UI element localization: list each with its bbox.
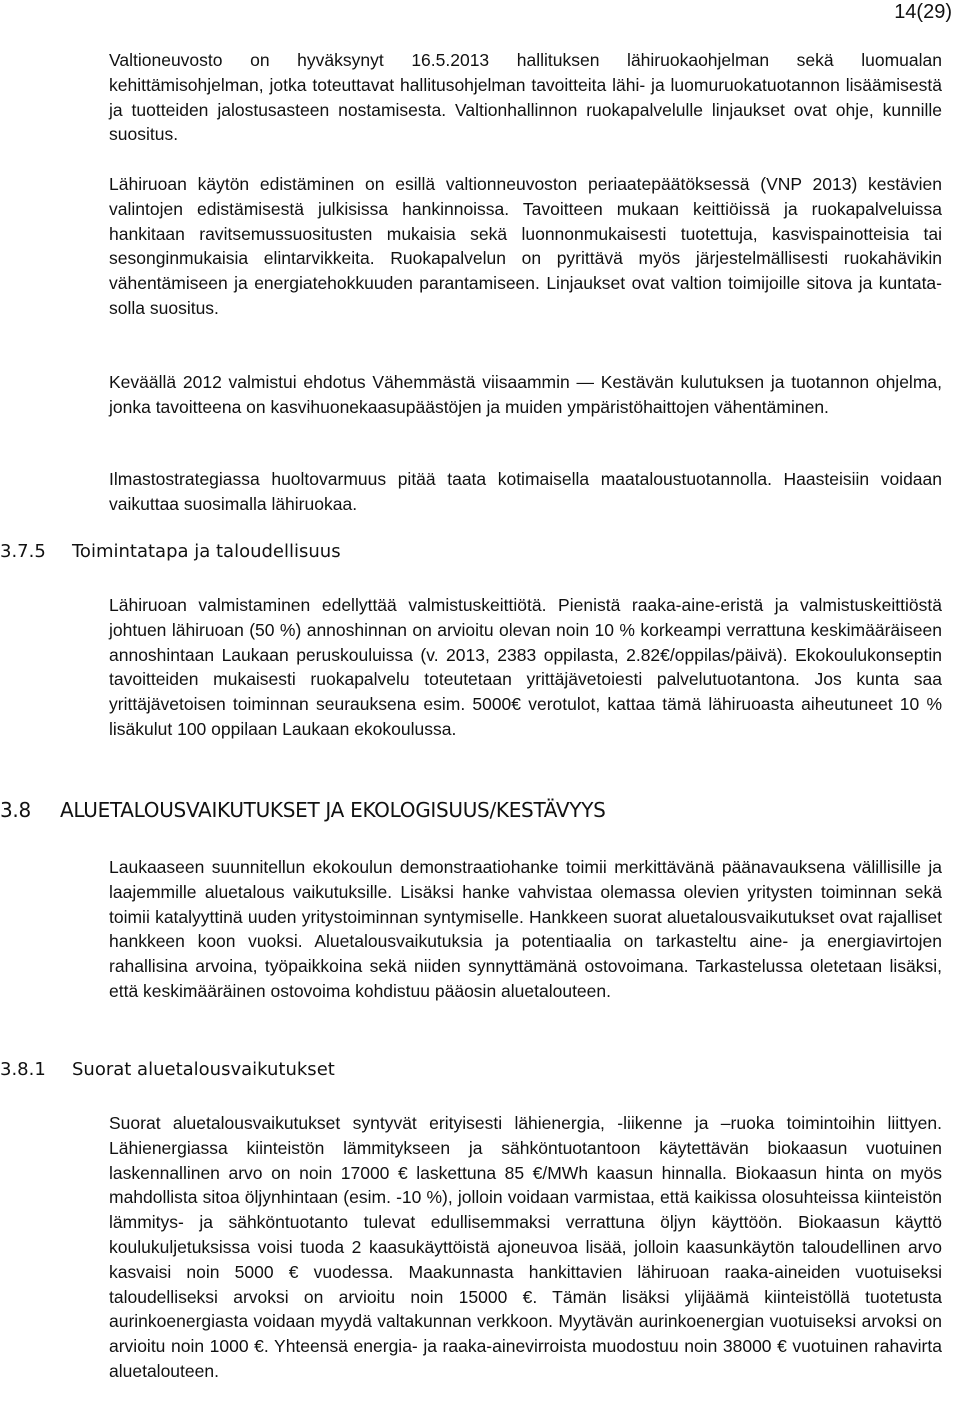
section-heading-3-7-5 bbox=[0, 540, 341, 564]
paragraph-ilmastostrategia: Ilmastostrategiassa huoltovarmuus pitää taata kotimaisella maataloustuotannolla. Haasteisiin voidaan vaikuttaa suosimalla lähiruokaa. bbox=[109, 469, 942, 514]
section-heading-3-8 bbox=[0, 796, 606, 824]
page-number: 14(29) bbox=[894, 1, 952, 23]
paragraph-toimintatapa: Lähiruoan valmistaminen edellyttää valmistuskeittiötä. Pienistä raaka-aine-eristä ja valmistuskeittiöstä johtuen lähiruoan (50 %) annoshinnan on arvioitu olevan noin 10 % korkeampi verrattuna keskimääräiseen annoshintaan Laukaan peruskouluissa (v. 2013, 2383 oppilasta, 2.82€/oppilas/päivä). Ekokoulukonseptin tavoitteiden mukaisesti ruokapalvelu toteutetaan yrittäjävetoiesti palvelutuotantona. Jos kunta saa yrittäjävetoisen toiminnan seurauksena esim. 5000€ verotulot, kattaa tämä lähiruoasta aiheutuneet 10 % lisäkulut 100 oppilaan Laukaan ekokoulussa. bbox=[109, 595, 942, 739]
section-heading-3-8-1 bbox=[0, 1058, 335, 1082]
paragraph-vnp-2013: Lähiruoan käytön edistäminen on esillä valtionneuvoston periaatepäätöksessä (VNP 2013) kestävien valintojen edistämisestä julkisissa hankinnoissa. Tavoitteen mukaan keittiöissä ja ruokapalveluissa hankitaan ravitsemussuositusten mukaisia sekä luonnonmukaisesti tuotettuja, kasvispainotteisia tai sesonginmukaisia elintarvikkeita. Ruokapalvelun on pyrittävä myös järjestelmällisesti ruokahävikin vähentämiseen ja energiatehokkuuden parantamiseen. Linjaukset ovat valtion toimijoille sitova ja kuntatasolla suositus. bbox=[109, 174, 942, 318]
section-number: 3.7.5 bbox=[0, 541, 46, 562]
section-number: 3.8.1 bbox=[0, 1059, 46, 1080]
section-title: Suorat aluetalousvaikutukset bbox=[72, 1059, 335, 1080]
section-number: 3.8 bbox=[0, 798, 31, 822]
paragraph-aluetalous: Laukaaseen suunnitellun ekokoulun demonstraatiohanke toimii merkittävänä päänavauksena välillisille ja laajemmille aluetalous vaikutuksille. Lisäksi hanke vahvistaa olemassa olevien yritysten toiminnan sekä toimii katalyyttinä uuden yritystoiminnan syntymiselle. Hankkeen suorat aluetalousvaikutukset ovat rajalliset hankkeen koon vuoksi. Aluetalousvaikutuksia ja potentiaalia on tarkasteltu aine- ja energiavirtojen rahallisina arvoina, työpaikkoina sekä niiden synnyttämänä ostovoimana. Tarkastelussa oletetaan lisäksi, että keskimääräinen ostovoima kohdistuu pääosin aluetalouteen. bbox=[109, 857, 942, 1001]
paragraph-vahemmasta-viisaammin: Keväällä 2012 valmistui ehdotus Vähemmästä viisaammin — Kestävän kulutuksen ja tuotannon ohjelma, jonka tavoitteena on kasvihuonekaasupäästöjen ja muiden ympäristöhaittojen vähentäminen. bbox=[109, 372, 942, 417]
paragraph-lahiruokaohjelma: Valtioneuvosto on hyväksynyt 16.5.2013 hallituksen lähiruokaohjelman sekä luomualan kehittämisohjelman, jotka toteuttavat hallitusohjelman tavoitteita lähi- ja luomuruokatuotannon lisäämisestä ja tuotteiden jalostusasteen nostamisesta. Valtionhallinnon ruokapalvelulle linjaukset ovat ohje, kunnille suositus. bbox=[109, 50, 942, 145]
section-title: Toimintatapa ja taloudellisuus bbox=[72, 541, 341, 562]
section-title: ALUETALOUSVAIKUTUKSET JA EKOLOGISUUS/KESTÄVYYS bbox=[60, 798, 606, 822]
paragraph-suorat-vaikutukset: Suorat aluetalousvaikutukset syntyvät erityisesti lähienergia, -liikenne ja –ruoka toimintoihin liittyen. Lähienergiassa kiinteistön lämmitykseen ja sähköntuotantoon käytettävän biokaasun vuotuinen laskennallinen arvo on noin 17000 € laskettuna 85 €/MWh kaasun hinnalla. Biokaasun hinta on myös mahdollista sitoa öljynhintaan (esim. -10 %), jolloin voidaan varmistaa, että kaikissa olosuhteissa kiinteistön lämmitys- ja sähköntuotanto tulevat edullisemmaksi verrattuna öljyn käyttöön. Biokaasun käyttö koulukuljetuksissa voisi tuoda 2 kaasukäyttöistä ajoneuvoa lisää, jolloin kaasunkäytön taloudellinen arvo kasvaisi noin 5000 € vuodessa. Maakunnasta hankittavien lähiruoan raaka-aineiden vuotuiseksi taloudelliseksi arvoksi on arvioitu noin 15000 €. Tämän lisäksi ylijäämä kiinteistöllä tuotetusta aurinkoenergiasta voidaan myydä valtakunnan verkkoon. Myytävän aurinkoenergian vuotuiseksi arvoksi on arvioitu noin 1000 €. Yhteensä energia- ja raaka-ainevirroista muodostuu noin 38000 € vuotuinen rahavirta aluetalouteen. bbox=[109, 1113, 942, 1381]
